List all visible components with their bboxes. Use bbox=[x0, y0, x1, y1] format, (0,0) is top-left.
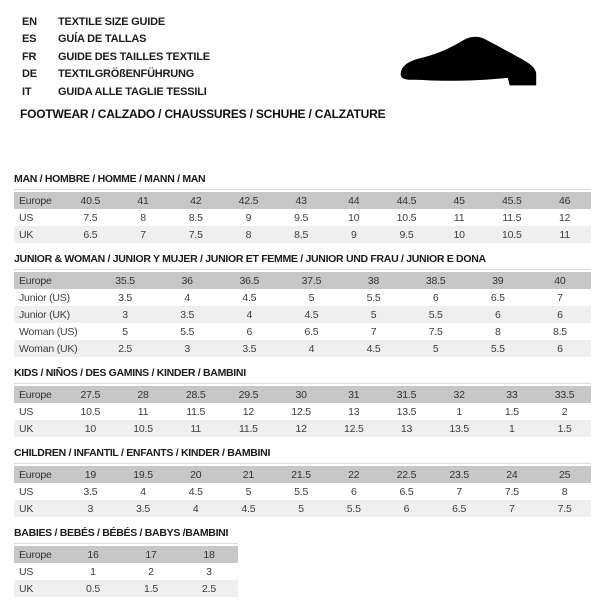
size-cell: 42.5 bbox=[222, 192, 275, 209]
row-label: Woman (US) bbox=[19, 325, 78, 338]
size-cell: 10.5 bbox=[80, 405, 101, 418]
row-label: Europe bbox=[14, 192, 64, 209]
table-top-divider bbox=[14, 463, 591, 464]
table-row bbox=[14, 546, 238, 563]
size-cell: 5.5 bbox=[294, 485, 309, 498]
size-cell: 10.5 bbox=[117, 420, 170, 437]
row-label: Europe bbox=[14, 466, 64, 483]
size-table bbox=[14, 386, 591, 437]
size-cell: 12.5 bbox=[327, 420, 380, 437]
size-cell: 9.5 bbox=[294, 211, 309, 224]
size-cell: 31.5 bbox=[380, 386, 433, 403]
size-cell: 17 bbox=[122, 546, 180, 563]
size-cell: 9 bbox=[327, 226, 380, 243]
section-title: JUNIOR & WOMAN / JUNIOR Y MUJER / JUNIOR ET FEMME / JUNIOR UND FRAU / JUNIOR E DONA bbox=[14, 253, 486, 265]
size-cell: 5.5 bbox=[327, 500, 380, 517]
size-cell: 9.5 bbox=[380, 226, 433, 243]
size-cell: 8 bbox=[140, 211, 146, 224]
size-cell: 4 bbox=[218, 306, 280, 323]
table-row bbox=[14, 386, 591, 403]
language-row bbox=[22, 31, 210, 49]
language-row bbox=[22, 13, 210, 31]
size-cell: 5 bbox=[405, 340, 467, 357]
size-section bbox=[14, 173, 591, 243]
size-cell: 45 bbox=[433, 192, 486, 209]
size-cell: 44 bbox=[327, 192, 380, 209]
size-cell: 7 bbox=[557, 291, 563, 304]
dress-shoe-icon bbox=[396, 35, 576, 94]
size-cell: 3.5 bbox=[156, 306, 218, 323]
size-cell: 3 bbox=[94, 306, 156, 323]
section-title: CHILDREN / INFANTIL / ENFANTS / KINDER / BAMBINI bbox=[14, 447, 271, 459]
size-cell: 7 bbox=[486, 500, 539, 517]
size-tables bbox=[14, 173, 591, 600]
size-cell: 0.5 bbox=[64, 580, 122, 597]
size-cell: 5.5 bbox=[405, 306, 467, 323]
size-cell: 12 bbox=[558, 211, 571, 224]
language-label: TEXTILE SIZE GUIDE bbox=[58, 15, 166, 28]
table-row bbox=[14, 209, 591, 226]
size-table bbox=[14, 272, 591, 357]
size-cell: 11.5 bbox=[222, 420, 275, 437]
size-cell: 6 bbox=[380, 500, 433, 517]
row-label: UK bbox=[14, 420, 64, 437]
language-label: GUIDE DES TAILLES TEXTILE bbox=[58, 50, 210, 63]
table-row bbox=[14, 563, 238, 580]
size-cell: 3.5 bbox=[117, 500, 170, 517]
size-cell: 10.5 bbox=[396, 211, 417, 224]
size-cell: 4 bbox=[140, 485, 146, 498]
language-row bbox=[22, 83, 210, 101]
size-cell: 11 bbox=[453, 211, 465, 224]
size-cell: 10 bbox=[433, 226, 486, 243]
row-label: UK bbox=[14, 500, 64, 517]
table-row bbox=[14, 272, 591, 289]
size-cell: 2.5 bbox=[94, 340, 156, 357]
size-cell: 36 bbox=[156, 272, 218, 289]
size-cell: 11 bbox=[538, 226, 591, 243]
size-cell: 8 bbox=[494, 325, 501, 338]
section-title: BABIES / BEBÉS / BÉBÉS / BABYS /BAMBINI bbox=[14, 527, 229, 539]
row-label: Europe bbox=[14, 386, 64, 403]
size-cell: 3 bbox=[64, 500, 117, 517]
language-label: TEXTILGRÖßENFÜHRUNG bbox=[58, 68, 195, 81]
table-row bbox=[14, 306, 591, 323]
size-cell: 7 bbox=[117, 226, 170, 243]
size-cell: 3 bbox=[206, 565, 212, 578]
size-cell: 18 bbox=[180, 546, 238, 563]
size-section bbox=[14, 253, 591, 357]
row-label: US bbox=[19, 565, 34, 578]
size-cell: 7.5 bbox=[428, 325, 443, 338]
size-cell: 12 bbox=[242, 405, 255, 418]
size-cell: 11 bbox=[137, 405, 149, 418]
row-label: Junior (US) bbox=[19, 291, 70, 304]
size-cell: 28 bbox=[117, 386, 170, 403]
size-cell: 2.5 bbox=[180, 580, 238, 597]
table-row bbox=[14, 323, 591, 340]
size-cell: 35.5 bbox=[94, 272, 156, 289]
table-row bbox=[14, 403, 591, 420]
table-row bbox=[14, 340, 591, 357]
size-cell: 33 bbox=[486, 386, 539, 403]
size-cell: 21 bbox=[222, 466, 275, 483]
size-cell: 41 bbox=[117, 192, 170, 209]
size-cell: 6 bbox=[246, 325, 253, 338]
size-cell: 9 bbox=[245, 211, 252, 224]
row-label: Europe bbox=[14, 546, 64, 563]
language-code: ES bbox=[22, 33, 37, 46]
size-cell: 5 bbox=[245, 485, 252, 498]
size-table bbox=[14, 546, 238, 597]
size-cell: 1.5 bbox=[504, 405, 519, 418]
size-cell: 12 bbox=[275, 420, 328, 437]
size-cell: 6.5 bbox=[490, 291, 505, 304]
size-cell: 13.5 bbox=[396, 405, 417, 418]
size-cell: 8.5 bbox=[552, 325, 567, 338]
row-label: US bbox=[19, 485, 34, 498]
language-code: EN bbox=[22, 15, 37, 28]
size-cell: 4 bbox=[169, 500, 222, 517]
section-title: KIDS / NIÑOS / DES GAMINS / KINDER / BAMBINI bbox=[14, 367, 246, 379]
size-cell: 8 bbox=[561, 485, 568, 498]
row-label: Junior (UK) bbox=[14, 306, 94, 323]
size-cell: 20 bbox=[169, 466, 222, 483]
size-cell: 46 bbox=[538, 192, 591, 209]
size-cell: 2 bbox=[561, 405, 568, 418]
size-cell: 43 bbox=[275, 192, 328, 209]
row-label: US bbox=[19, 405, 34, 418]
size-cell: 8 bbox=[222, 226, 275, 243]
size-cell: 5.5 bbox=[467, 340, 529, 357]
size-cell: 22.5 bbox=[380, 466, 433, 483]
table-row bbox=[14, 500, 591, 517]
size-cell: 1 bbox=[90, 565, 96, 578]
table-row bbox=[14, 420, 591, 437]
size-cell: 3 bbox=[156, 340, 218, 357]
section-title: MAN / HOMBRE / HOMME / MANN / MAN bbox=[14, 173, 206, 185]
size-cell: 3.5 bbox=[218, 340, 280, 357]
language-code: FR bbox=[22, 50, 37, 63]
size-cell: 6.5 bbox=[433, 500, 486, 517]
size-cell: 44.5 bbox=[380, 192, 433, 209]
row-label: UK bbox=[14, 226, 64, 243]
size-cell: 10.5 bbox=[486, 226, 539, 243]
size-cell: 37.5 bbox=[280, 272, 342, 289]
size-cell: 19.5 bbox=[117, 466, 170, 483]
size-cell: 4 bbox=[280, 340, 342, 357]
size-cell: 30 bbox=[275, 386, 328, 403]
size-cell: 7.5 bbox=[83, 211, 98, 224]
size-cell: 8.5 bbox=[188, 211, 203, 224]
size-cell: 27.5 bbox=[64, 386, 117, 403]
size-cell: 10 bbox=[64, 420, 117, 437]
size-cell: 11 bbox=[169, 420, 222, 437]
table-row bbox=[14, 226, 591, 243]
size-cell: 6.5 bbox=[399, 485, 414, 498]
language-code: IT bbox=[22, 85, 32, 98]
size-cell: 4.5 bbox=[280, 306, 342, 323]
size-table bbox=[14, 192, 591, 243]
size-cell: 1.5 bbox=[122, 580, 180, 597]
size-cell: 12.5 bbox=[291, 405, 311, 418]
size-cell: 6 bbox=[350, 485, 357, 498]
size-cell: 32 bbox=[433, 386, 486, 403]
size-cell: 22 bbox=[327, 466, 380, 483]
size-cell: 25 bbox=[538, 466, 591, 483]
size-cell: 21.5 bbox=[275, 466, 328, 483]
size-cell: 7.5 bbox=[504, 485, 519, 498]
table-top-divider bbox=[14, 189, 591, 190]
size-cell: 19 bbox=[64, 466, 117, 483]
size-cell: 13.5 bbox=[433, 420, 486, 437]
size-section bbox=[14, 447, 591, 517]
table-row bbox=[14, 289, 591, 306]
size-cell: 6 bbox=[529, 306, 591, 323]
language-row bbox=[22, 66, 210, 84]
size-cell: 16 bbox=[64, 546, 122, 563]
size-cell: 5 bbox=[308, 291, 315, 304]
row-label: UK bbox=[14, 580, 64, 597]
size-cell: 4 bbox=[184, 291, 190, 304]
language-row bbox=[22, 48, 210, 66]
size-cell: 6 bbox=[529, 340, 591, 357]
table-row bbox=[14, 580, 238, 597]
size-cell: 11.5 bbox=[186, 405, 206, 418]
size-section bbox=[14, 527, 591, 597]
size-cell: 31 bbox=[327, 386, 380, 403]
size-cell: 7 bbox=[456, 485, 462, 498]
size-cell: 40.5 bbox=[64, 192, 117, 209]
size-cell: 8.5 bbox=[275, 226, 328, 243]
size-cell: 7 bbox=[370, 325, 377, 338]
row-label: Europe bbox=[14, 272, 94, 289]
size-cell: 1 bbox=[456, 405, 462, 418]
language-list bbox=[22, 13, 210, 101]
size-cell: 42 bbox=[169, 192, 222, 209]
size-cell: 33.5 bbox=[538, 386, 591, 403]
size-cell: 36.5 bbox=[218, 272, 280, 289]
size-cell: 7.5 bbox=[538, 500, 591, 517]
size-cell: 13 bbox=[380, 420, 433, 437]
size-table bbox=[14, 466, 591, 517]
size-cell: 5 bbox=[343, 306, 405, 323]
size-cell: 6 bbox=[432, 291, 439, 304]
size-cell: 1.5 bbox=[538, 420, 591, 437]
size-cell: 4.5 bbox=[343, 340, 405, 357]
size-cell: 4.5 bbox=[188, 485, 203, 498]
size-cell: 38 bbox=[343, 272, 405, 289]
table-row bbox=[14, 192, 591, 209]
size-cell: 28.5 bbox=[169, 386, 222, 403]
table-row bbox=[14, 466, 591, 483]
size-cell: 6.5 bbox=[64, 226, 117, 243]
size-cell: 5 bbox=[122, 325, 128, 338]
size-section bbox=[14, 367, 591, 437]
size-cell: 4.5 bbox=[222, 500, 275, 517]
size-cell: 5.5 bbox=[180, 325, 195, 338]
size-cell: 39 bbox=[467, 272, 529, 289]
category-title: FOOTWEAR / CALZADO / CHAUSSURES / SCHUHE / CALZATURE bbox=[20, 107, 386, 121]
row-label: Woman (UK) bbox=[14, 340, 94, 357]
size-cell: 10 bbox=[348, 211, 360, 224]
table-top-divider bbox=[14, 383, 591, 384]
size-cell: 45.5 bbox=[486, 192, 539, 209]
size-cell: 1 bbox=[486, 420, 539, 437]
size-cell: 29.5 bbox=[222, 386, 275, 403]
size-cell: 23.5 bbox=[433, 466, 486, 483]
size-cell: 40 bbox=[529, 272, 591, 289]
language-label: GUIDA ALLE TAGLIE TESSILI bbox=[58, 85, 207, 98]
table-top-divider bbox=[14, 269, 591, 270]
size-cell: 24 bbox=[486, 466, 539, 483]
size-cell: 11.5 bbox=[502, 211, 522, 224]
size-cell: 2 bbox=[148, 565, 154, 578]
size-cell: 5 bbox=[275, 500, 328, 517]
language-code: DE bbox=[22, 68, 37, 81]
size-cell: 3.5 bbox=[118, 291, 133, 304]
size-cell: 5.5 bbox=[366, 291, 381, 304]
row-label: US bbox=[19, 211, 34, 224]
size-cell: 7.5 bbox=[169, 226, 222, 243]
size-cell: 3.5 bbox=[83, 485, 98, 498]
table-row bbox=[14, 483, 591, 500]
size-cell: 13 bbox=[348, 405, 360, 418]
table-top-divider bbox=[14, 543, 238, 544]
size-cell: 6.5 bbox=[304, 325, 319, 338]
size-cell: 38.5 bbox=[405, 272, 467, 289]
size-cell: 4.5 bbox=[242, 291, 257, 304]
language-label: GUÍA DE TALLAS bbox=[58, 33, 147, 46]
size-cell: 6 bbox=[467, 306, 529, 323]
